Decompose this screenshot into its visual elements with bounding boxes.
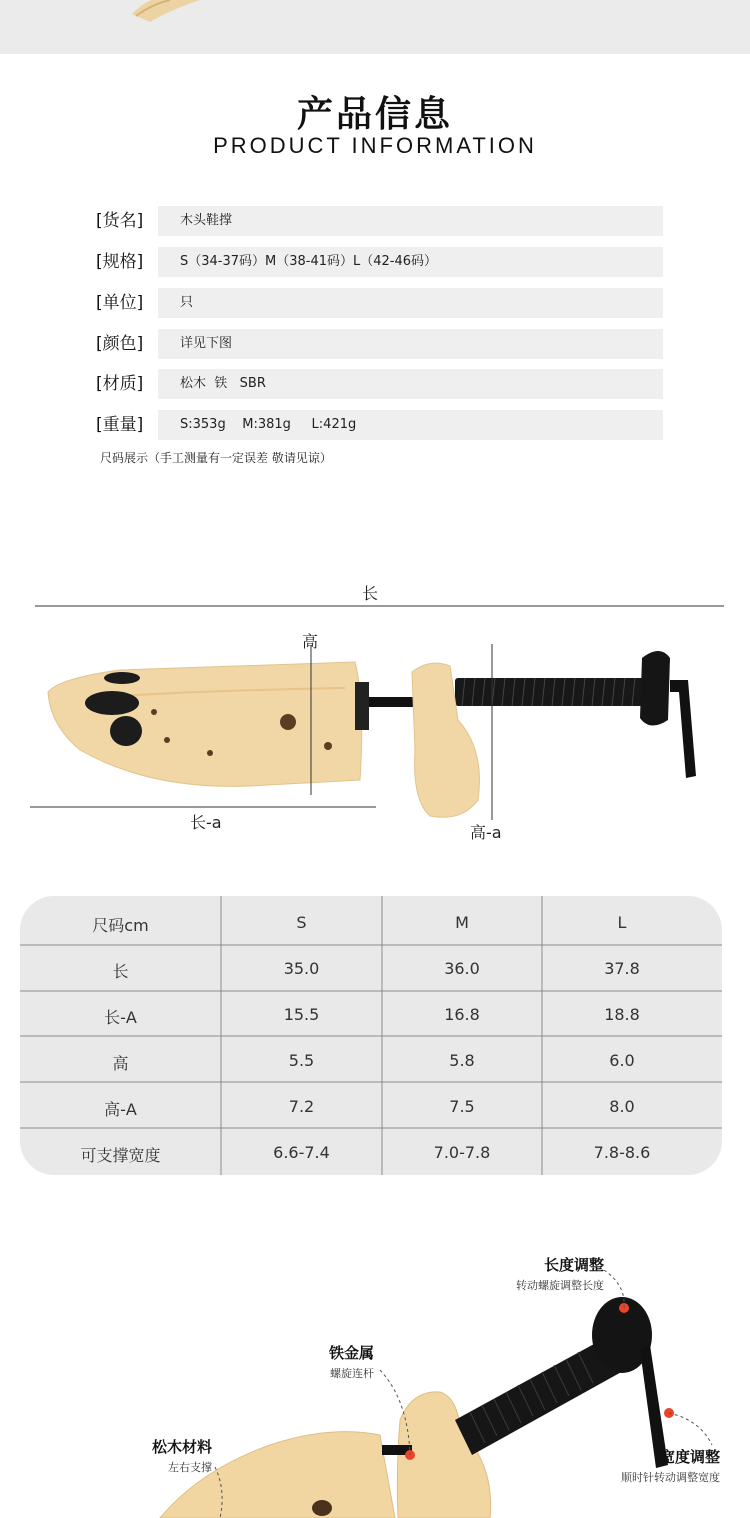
table-cell: 15.5 xyxy=(283,1005,320,1024)
table-cell: 36.0 xyxy=(444,959,480,978)
toe-block xyxy=(48,662,362,786)
table-cell: 18.8 xyxy=(604,1005,640,1024)
info-row-material xyxy=(96,369,664,399)
table-cell: 可支撑宽度 xyxy=(80,1146,161,1165)
table-cell: 6.6-7.4 xyxy=(273,1143,330,1162)
callout-desc: 左右支撑 xyxy=(168,1461,212,1474)
table-header-s: S xyxy=(296,913,307,932)
callout-title: 宽度调整 xyxy=(659,1448,720,1466)
info-row-name xyxy=(96,206,664,236)
info-value: 松木 铁 SBR xyxy=(158,369,663,399)
info-row-color xyxy=(96,329,664,359)
callout-pine xyxy=(152,1436,212,1475)
table-cell: 高-A xyxy=(104,1100,137,1119)
table-cell: 高 xyxy=(112,1054,129,1073)
table-cell: 5.8 xyxy=(449,1051,475,1070)
info-key: [材质] xyxy=(96,374,144,394)
info-key: [重量] xyxy=(96,415,144,435)
callout-width-adjust xyxy=(621,1446,720,1485)
callout-desc: 顺时针转动调整宽度 xyxy=(621,1471,720,1484)
knob-top xyxy=(104,672,140,684)
table-header-l: L xyxy=(617,913,627,932)
table-cell: 长 xyxy=(112,962,129,981)
height-label: 高 xyxy=(302,632,319,651)
table-cell: 35.0 xyxy=(283,959,320,978)
hex-key xyxy=(670,680,696,778)
table-cell: 6.0 xyxy=(609,1051,635,1070)
table-cell: 长-A xyxy=(104,1008,137,1027)
table-cell: 7.8-8.6 xyxy=(593,1143,651,1162)
info-key: [颜色] xyxy=(96,334,144,354)
info-row-weight xyxy=(96,410,664,440)
length-label: 长 xyxy=(362,584,379,603)
table-cell: 5.5 xyxy=(288,1051,315,1070)
knob-side xyxy=(85,691,139,715)
callout-title: 铁金属 xyxy=(328,1344,374,1362)
table-header-m: M xyxy=(455,913,469,932)
adjust-knob xyxy=(640,651,670,726)
table-grid xyxy=(20,896,722,1175)
section-title-cn: 产品信息 xyxy=(296,94,453,135)
info-value: 详见下图 xyxy=(158,329,663,359)
table-cell: 37.8 xyxy=(604,959,640,978)
length-a-label: 长-a xyxy=(190,813,222,832)
product-image-fragment xyxy=(0,0,750,54)
info-key: [规格] xyxy=(96,252,144,272)
info-value: S:353g M:381g L:421g xyxy=(158,410,663,440)
info-value: S（34-37码）M（38-41码）L（42-46码） xyxy=(158,247,663,277)
table-cell: 16.8 xyxy=(444,1005,480,1024)
accent-dot xyxy=(619,1303,629,1313)
callout-title: 松木材料 xyxy=(151,1438,212,1456)
height-a-label: 高-a xyxy=(470,823,502,842)
callout-iron xyxy=(329,1342,374,1381)
top-image-band xyxy=(0,0,750,54)
table-cell: 7.0-7.8 xyxy=(433,1143,491,1162)
knob-round xyxy=(110,716,142,746)
table-cell: 7.2 xyxy=(288,1097,315,1116)
info-row-spec xyxy=(96,247,664,277)
callout-title: 长度调整 xyxy=(543,1256,604,1274)
info-row-unit xyxy=(96,288,664,318)
table-cell: 8.0 xyxy=(609,1097,635,1116)
callout-desc: 螺旋连杆 xyxy=(330,1367,374,1380)
table-header-size: 尺码cm xyxy=(92,916,149,935)
callout-length-adjust xyxy=(516,1254,604,1293)
shoe-tree-diagram xyxy=(0,600,750,840)
info-key: [单位] xyxy=(96,293,144,313)
table-cell: 7.5 xyxy=(449,1097,475,1116)
size-table xyxy=(20,896,722,1175)
info-key: [货名] xyxy=(96,211,144,231)
callout-desc: 转动螺旋调整长度 xyxy=(516,1279,604,1292)
section-title-en: PRODUCT INFORMATION xyxy=(213,133,537,158)
info-value: 只 xyxy=(158,288,663,318)
info-value: 木头鞋撑 xyxy=(158,206,663,236)
size-note: 尺码展示（手工测量有一定误差 敬请见谅） xyxy=(100,451,332,465)
